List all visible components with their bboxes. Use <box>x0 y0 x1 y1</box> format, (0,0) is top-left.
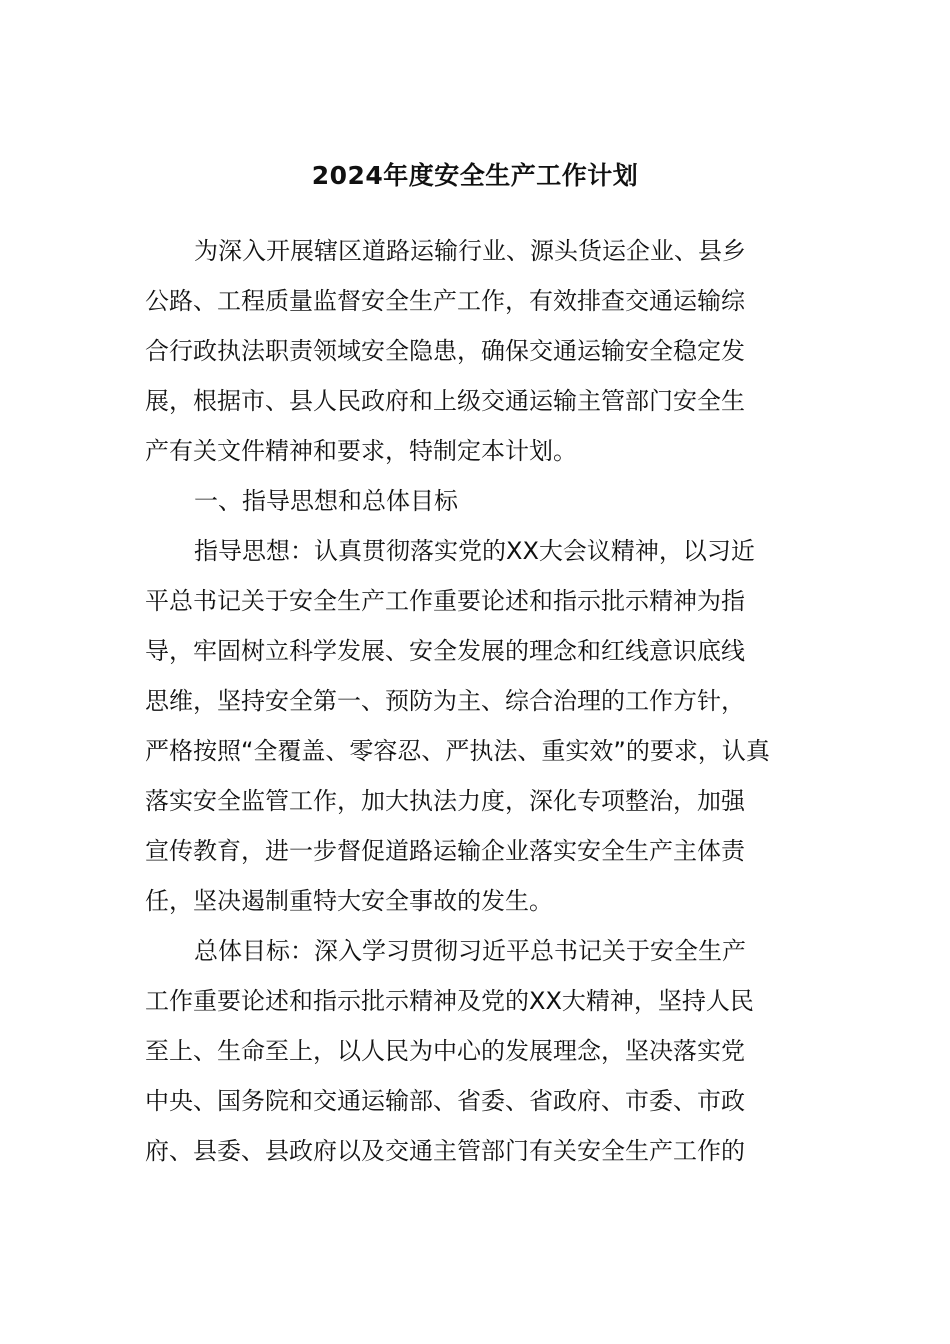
text-line: 至上、生命至上，以人民为中心的发展理念，坚决落实党 <box>145 1037 745 1065</box>
text-line: 思维，坚持安全第一、预防为主、综合治理的工作方针， <box>145 687 745 715</box>
text-line: 一、指导思想和总体目标 <box>194 487 458 515</box>
document-body <box>145 226 805 1176</box>
text-line: 府、县委、县政府以及交通主管部门有关安全生产工作的 <box>145 1137 745 1165</box>
text-line: 工作重要论述和指示批示精神及党的XX大精神，坚持人民 <box>145 987 754 1015</box>
text-line: 指导思想：认真贯彻落实党的XX大会议精神，以习近 <box>194 537 755 565</box>
text-line: 严格按照“全覆盖、零容忍、严执法、重实效”的要求，认真 <box>145 737 770 765</box>
text-line: 公路、工程质量监督安全生产工作，有效排查交通运输综 <box>145 287 745 315</box>
text-line: 合行政执法职责领域安全隐患，确保交通运输安全稳定发 <box>145 337 745 365</box>
document-title: 2024年度安全生产工作计划 <box>311 161 639 190</box>
text-line: 平总书记关于安全生产工作重要论述和指示批示精神为指 <box>145 587 745 615</box>
text-line: 展，根据市、县人民政府和上级交通运输主管部门安全生 <box>145 387 745 415</box>
text-line: 产有关文件精神和要求，特制定本计划。 <box>145 437 577 465</box>
text-line: 落实安全监管工作，加大执法力度，深化专项整治，加强 <box>145 787 745 815</box>
text-line: 中央、国务院和交通运输部、省委、省政府、市委、市政 <box>145 1087 745 1115</box>
text-line: 为深入开展辖区道路运输行业、源头货运企业、县乡 <box>194 237 746 265</box>
overall-goal-paragraph <box>145 926 805 1176</box>
text-line: 总体目标：深入学习贯彻习近平总书记关于安全生产 <box>194 937 746 965</box>
guiding-thought-paragraph <box>145 526 805 926</box>
text-line: 宣传教育，进一步督促道路运输企业落实安全生产主体责 <box>145 837 745 865</box>
text-line: 任，坚决遏制重特大安全事故的发生。 <box>145 887 553 915</box>
intro-paragraph <box>145 226 805 476</box>
text-line: 导，牢固树立科学发展、安全发展的理念和红线意识底线 <box>145 637 745 665</box>
section-heading <box>145 476 805 526</box>
